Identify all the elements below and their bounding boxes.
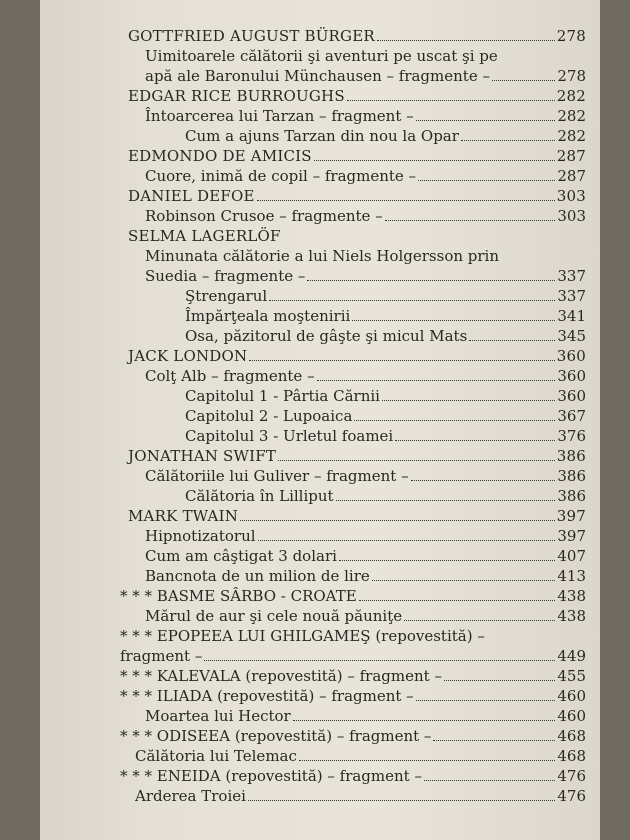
toc-page: 360 <box>557 367 586 385</box>
leader-dots <box>248 786 555 801</box>
toc-entry <box>128 26 586 46</box>
toc-page: 278 <box>557 67 586 85</box>
toc-entry <box>185 126 586 146</box>
toc-title: Osa, păzitorul de gâşte şi micul Mats <box>185 327 468 345</box>
toc-entry <box>120 646 586 666</box>
leader-dots <box>257 186 555 201</box>
toc-page: 303 <box>556 187 586 205</box>
toc-entry <box>145 706 586 726</box>
toc-title: Cuore, inimă de copil – fragmente – <box>145 167 417 185</box>
toc-title: Împărţeala moştenirii <box>185 307 351 325</box>
leader-dots <box>372 566 556 581</box>
toc-entry <box>145 526 586 546</box>
toc-entry <box>185 406 586 426</box>
toc-page: 455 <box>557 667 586 685</box>
toc-title: Călătoria lui Telemac <box>135 747 297 765</box>
toc-entry <box>145 606 586 626</box>
toc-title: Moartea lui Hector <box>145 707 291 725</box>
leader-dots <box>377 26 555 41</box>
toc-title: EDMONDO DE AMICIS <box>128 147 312 165</box>
toc-page: 278 <box>556 27 586 45</box>
leader-dots <box>293 706 556 721</box>
toc-title: * * * EPOPEEA LUI GHILGAMEŞ (repovestită) – <box>120 627 485 645</box>
leader-dots <box>240 506 555 521</box>
toc-title: Cum a ajuns Tarzan din nou la Opar <box>185 127 459 145</box>
toc-entry <box>145 466 586 486</box>
toc-entry <box>185 306 586 326</box>
toc-title: Arderea Troiei <box>135 787 246 805</box>
toc-entry <box>120 666 586 686</box>
toc-page: 468 <box>557 727 586 745</box>
toc-page: 397 <box>556 507 586 525</box>
toc-entry <box>145 246 586 266</box>
toc-title: Hipnotizatorul <box>145 527 256 545</box>
toc-entry <box>145 106 586 126</box>
toc-title: * * * BASME SÂRBO - CROATE <box>120 587 357 605</box>
leader-dots <box>469 326 555 341</box>
leader-dots <box>299 746 555 761</box>
toc-page: 287 <box>557 167 586 185</box>
toc-title: Minunata călătorie a lui Niels Holgersson prin <box>145 247 500 265</box>
toc-page: 476 <box>557 787 586 805</box>
toc-entry <box>145 266 586 286</box>
toc-title: Cum am câştigat 3 dolari <box>145 547 337 565</box>
leader-dots <box>404 606 555 621</box>
leader-dots <box>382 386 555 401</box>
toc-title: Uimitoarele călătorii şi aventuri pe uscat şi pe <box>145 47 498 65</box>
toc-entry <box>128 346 586 366</box>
leader-dots <box>352 306 555 321</box>
toc-page: 345 <box>557 327 586 345</box>
toc-title: Mărul de aur şi cele nouă păuniţe <box>145 607 403 625</box>
toc-entry <box>145 46 586 66</box>
leader-dots <box>461 126 555 141</box>
toc-page: 449 <box>557 647 586 665</box>
toc-title: GOTTFRIED AUGUST BÜRGER <box>128 27 375 45</box>
leader-dots <box>424 766 555 781</box>
leader-dots <box>258 526 556 541</box>
toc-entry <box>128 226 586 246</box>
toc-entry <box>128 506 586 526</box>
leader-dots <box>307 266 555 281</box>
toc-page: 303 <box>557 207 586 225</box>
toc-title: JONATHAN SWIFT <box>128 447 277 465</box>
toc-title: fragment – <box>120 647 203 665</box>
toc-entry <box>120 686 586 706</box>
toc-entry <box>145 166 586 186</box>
toc-title: Ştrengarul <box>185 287 268 305</box>
toc-title: Robinson Crusoe – fragmente – <box>145 207 383 225</box>
toc-title: SELMA LAGERLÖF <box>128 227 281 245</box>
toc-entry <box>120 626 586 646</box>
leader-dots <box>444 666 555 681</box>
toc-page: 337 <box>557 287 586 305</box>
toc-title: Călătoria în Lilliput <box>185 487 334 505</box>
toc-page: 438 <box>557 607 586 625</box>
toc-page: 287 <box>556 147 586 165</box>
toc-entry <box>128 186 586 206</box>
leader-dots <box>411 466 556 481</box>
leader-dots <box>354 406 555 421</box>
toc-title: * * * ILIADA (repovestită) – fragment – <box>120 687 414 705</box>
toc-page: 386 <box>557 487 586 505</box>
leader-dots <box>347 86 555 101</box>
toc-page: 360 <box>556 347 586 365</box>
toc-entry <box>185 386 586 406</box>
leader-dots <box>395 426 555 441</box>
toc-page: 413 <box>557 567 586 585</box>
leader-dots <box>385 206 556 221</box>
toc-title: Capitolul 2 - Lupoaica <box>185 407 353 425</box>
toc-entry <box>145 546 586 566</box>
leader-dots <box>317 366 556 381</box>
toc-page: 460 <box>557 707 586 725</box>
leader-dots <box>336 486 556 501</box>
leader-dots <box>249 346 554 361</box>
toc-entry <box>145 366 586 386</box>
toc-page: 397 <box>557 527 586 545</box>
leader-dots <box>433 726 555 741</box>
leader-dots <box>418 166 555 181</box>
toc-page: 386 <box>556 447 586 465</box>
toc-page: 360 <box>557 387 586 405</box>
toc-title: Întoarcerea lui Tarzan – fragment – <box>145 107 414 125</box>
toc-title: Capitolul 1 - Pârtia Cărnii <box>185 387 380 405</box>
toc-entry <box>135 786 586 806</box>
toc-entry <box>185 486 586 506</box>
toc-entry <box>128 146 586 166</box>
toc-entry <box>145 566 586 586</box>
toc-page: 367 <box>557 407 586 425</box>
leader-dots <box>269 286 555 301</box>
toc-entry <box>145 206 586 226</box>
toc-entry <box>145 66 586 86</box>
toc-page: 282 <box>557 107 586 125</box>
toc-page: 460 <box>557 687 586 705</box>
toc-entry <box>135 746 586 766</box>
toc-title: * * * ENEIDA (repovestită) – fragment – <box>120 767 422 785</box>
toc-page: 386 <box>557 467 586 485</box>
leader-dots <box>278 446 555 461</box>
toc-entry <box>185 286 586 306</box>
leader-dots <box>314 146 555 161</box>
toc-title: * * * ODISEEA (repovestită) – fragment – <box>120 727 432 745</box>
toc-page: 438 <box>557 587 586 605</box>
toc-page: 407 <box>557 547 586 565</box>
toc-title: Colţ Alb – fragmente – <box>145 367 315 385</box>
leader-dots <box>492 66 555 81</box>
toc-page: 476 <box>557 767 586 785</box>
toc-entry <box>185 426 586 446</box>
leader-dots <box>359 586 556 601</box>
toc-entry <box>120 766 586 786</box>
toc-title: Suedia – fragmente – <box>145 267 306 285</box>
leader-dots <box>416 686 556 701</box>
toc-title: DANIEL DEFOE <box>128 187 255 205</box>
toc-entry <box>120 586 586 606</box>
toc-page: 282 <box>556 87 586 105</box>
toc-entry <box>120 726 586 746</box>
leader-dots <box>416 106 556 121</box>
toc-title: Călătoriile lui Guliver – fragment – <box>145 467 409 485</box>
toc-page: 341 <box>557 307 586 325</box>
toc-title: JACK LONDON <box>128 347 248 365</box>
toc-entry <box>128 446 586 466</box>
toc-title: * * * KALEVALA (repovestită) – fragment – <box>120 667 442 685</box>
toc-title: MARK TWAIN <box>128 507 239 525</box>
toc-title: Bancnota de un milion de lire <box>145 567 370 585</box>
toc-title: Capitolul 3 - Urletul foamei <box>185 427 394 445</box>
toc-page: 337 <box>557 267 586 285</box>
toc-page: 282 <box>557 127 586 145</box>
leader-dots <box>339 546 555 561</box>
toc-entry <box>185 326 586 346</box>
toc-entry <box>128 86 586 106</box>
toc-page: 376 <box>557 427 586 445</box>
toc-title: apă ale Baronului Münchausen – fragmente – <box>145 67 490 85</box>
book-page <box>40 0 600 840</box>
toc-title: EDGAR RICE BURROUGHS <box>128 87 345 105</box>
leader-dots <box>204 646 555 661</box>
toc-page: 468 <box>557 747 586 765</box>
